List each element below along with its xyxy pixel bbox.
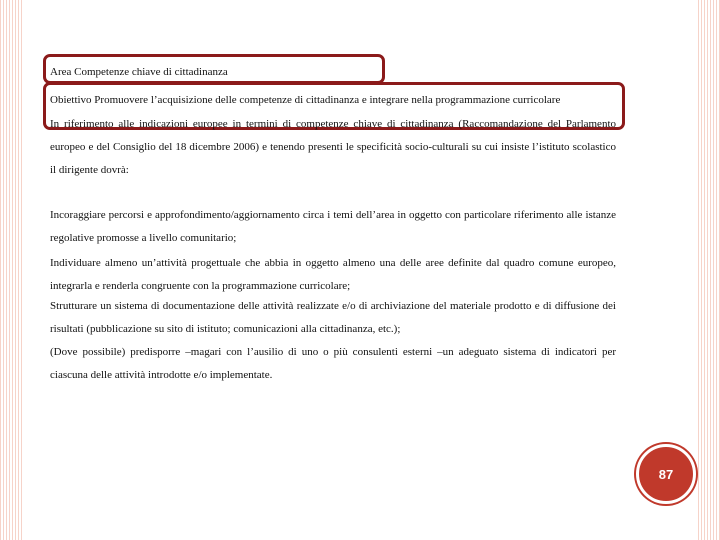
objective-heading: Obiettivo Promuovere l’acquisizione delle competenze di cittadinanza e integrare nella programmazione curricolare [50,94,561,106]
right-decorative-stripes [698,0,720,540]
left-decorative-stripes [0,0,22,540]
page-number-badge [636,444,696,504]
list-item: Individuare almeno un’attività progettuale che abbia in oggetto almeno una delle aree definite dal quadro comune europeo, integrarla e renderla congruente con la programmazione curricolare; [50,257,616,292]
page-number: 87 [658,466,674,482]
intro-paragraph: In riferimento alle indicazioni europee in termini di competenze chiave di cittadinanza (Raccomandazione del Parlamento europeo e del Consiglio del 18 dicembre 2006) e tenendo presenti le specificità socio-culturali su cui insiste l’istituto scolastico il dirigente dovrà: [50,118,616,176]
list-item: (Dove possibile) predisporre –magari con l’ausilio di uno o più consulenti esterni –un adeguato sistema di indicatori per ciascuna delle attività introdotte e/o implementate. [50,346,616,381]
list-item: Strutturare un sistema di documentazione delle attività realizzate e/o di archiviazione del materiale prodotto e di diffusione dei risultati (pubblicazione su sito di istituto; comunicazioni alla cittadinanza, etc.); [50,300,616,335]
list-item: Incoraggiare percorsi e approfondimento/aggiornamento circa i temi dell’area in oggetto con particolare riferimento alle istanze regolative promosse a livello comunitario; [50,209,616,244]
area-heading: Area Competenze chiave di cittadinanza [50,66,228,78]
